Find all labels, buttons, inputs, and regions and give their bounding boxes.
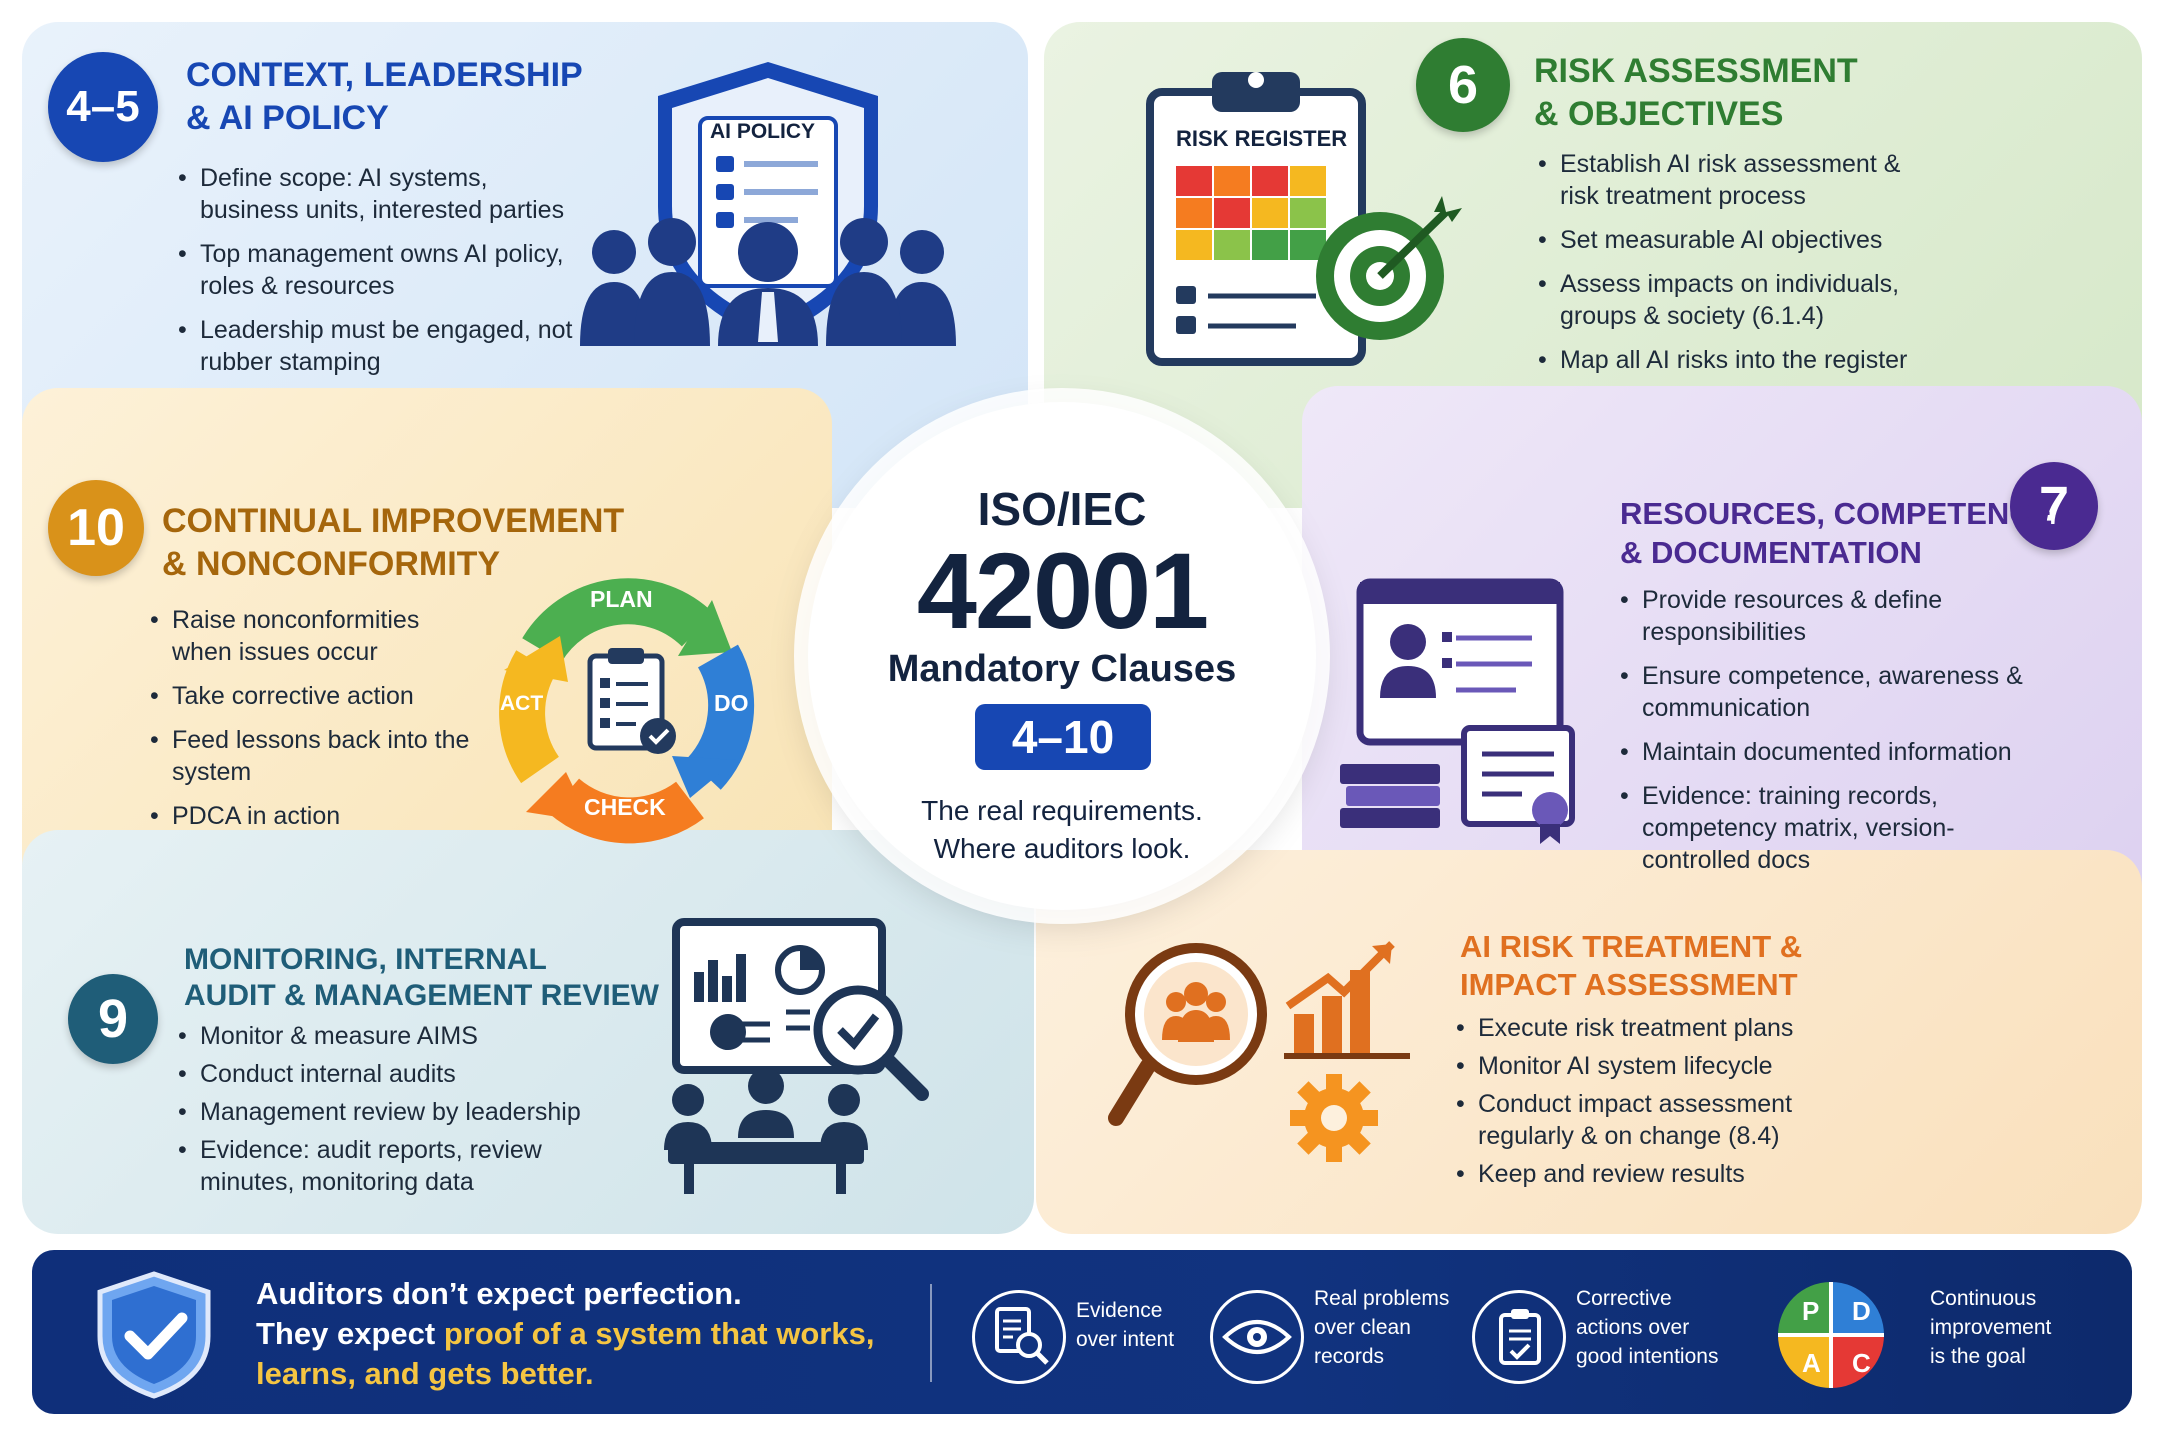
treatment-bullet: • Execute risk treatment plans	[1456, 1012, 1876, 1044]
pdca-check-label: CHECK	[584, 794, 666, 820]
monitoring-bullet: • Monitor & measure AIMS	[178, 1020, 598, 1052]
risk-register-label: RISK REGISTER	[1176, 126, 1348, 151]
resources-badge: 7	[2010, 462, 2098, 550]
risk-register-clipboard-icon	[1146, 62, 1466, 372]
context-bullet: • Define scope: AI systems, business units, interested parties	[178, 162, 578, 226]
footer-message-line3: learns, and gets better.	[256, 1356, 594, 1391]
monitoring-badge: 9	[68, 974, 158, 1064]
resources-bullet: • Provide resources & define responsibilities	[1620, 584, 2030, 648]
footer-item-2-line1: Real problems	[1314, 1287, 1450, 1310]
treatment-title-line2: IMPACT ASSESSMENT	[1460, 967, 1798, 1002]
document-search-icon	[972, 1290, 1066, 1384]
monitoring-bullet: • Conduct internal audits	[178, 1058, 598, 1090]
impact-analysis-icon	[1108, 922, 1410, 1170]
resources-bullet: • Evidence: training records, competency matrix, version-controlled docs	[1620, 780, 2030, 876]
improvement-bullets	[150, 604, 480, 844]
resources-title-line2: & DOCUMENTATION	[1620, 535, 1922, 570]
footer-item-1	[1076, 1296, 1174, 1354]
treatment-bullet: • Monitor AI system lifecycle	[1456, 1050, 1876, 1082]
context-bullet: • Leadership must be engaged, not rubber stamping	[178, 314, 578, 378]
footer-item-4-line2: improvement	[1930, 1316, 2052, 1339]
risk-bullets	[1538, 148, 1938, 388]
footer-item-4-line3: is the goal	[1930, 1345, 2026, 1368]
resources-bullets	[1620, 584, 2030, 888]
resources-bullet: • Ensure competence, awareness & communication	[1620, 660, 2030, 724]
eye-icon	[1210, 1290, 1304, 1384]
footer-message-line2a: They expect	[256, 1316, 444, 1351]
footer-item-4-line1: Continuous	[1930, 1287, 2037, 1310]
context-bullet: • Top management owns AI policy, roles & resources	[178, 238, 578, 302]
improvement-bullet: • PDCA in action	[150, 800, 480, 832]
footer-item-3-line1: Corrective	[1576, 1287, 1672, 1310]
resources-title-line1: RESOURCES, COMPETENCE	[1620, 496, 2053, 531]
monitoring-title	[184, 942, 659, 1014]
ai-policy-shield-icon	[578, 56, 958, 346]
documentation-monitor-icon	[1336, 578, 1586, 838]
footer-item-4	[1930, 1284, 2051, 1371]
clipboard-check-icon	[1472, 1290, 1566, 1384]
risk-bullet: • Map all AI risks into the register	[1538, 344, 1938, 376]
resources-bullet: • Maintain documented information	[1620, 736, 2030, 768]
context-title-line1: CONTEXT, LEADERSHIP	[186, 56, 583, 94]
improvement-bullet: • Raise nonconformities when issues occur	[150, 604, 480, 668]
resources-title	[1620, 494, 2052, 572]
footer-item-2-line2: over clean	[1314, 1316, 1411, 1339]
risk-title	[1534, 50, 1858, 136]
improvement-title-line2: & NONCONFORMITY	[162, 545, 501, 583]
context-title	[186, 54, 583, 140]
risk-title-line2: & OBJECTIVES	[1534, 95, 1784, 133]
improvement-bullet: • Take corrective action	[150, 680, 480, 712]
center-number: 42001	[916, 530, 1208, 651]
improvement-bullet: • Feed lessons back into the system	[150, 724, 480, 788]
footer-banner	[32, 1250, 2132, 1414]
center-circle	[808, 402, 1316, 910]
footer-item-2-line3: records	[1314, 1345, 1385, 1368]
footer-item-2	[1314, 1284, 1449, 1371]
footer-item-1-line1: Evidence	[1076, 1299, 1163, 1322]
pdca-act-label: ACT	[500, 692, 544, 715]
footer-divider	[930, 1284, 932, 1382]
footer-item-3-line3: good intentions	[1576, 1345, 1719, 1368]
pdca-d: D	[1852, 1296, 1871, 1326]
risk-bullet: • Assess impacts on individuals, groups & society (6.1.4)	[1538, 268, 1938, 332]
audit-dashboard-icon	[660, 916, 940, 1198]
center-tagline-1: The real requirements.	[921, 795, 1203, 826]
monitoring-title-line2: AUDIT & MANAGEMENT REVIEW	[184, 979, 659, 1012]
monitoring-title-line1: MONITORING, INTERNAL	[184, 943, 547, 976]
footer-item-3-line2: actions over	[1576, 1316, 1690, 1339]
pdca-a: A	[1802, 1348, 1821, 1378]
treatment-bullet: • Conduct impact assessment regularly & on change (8.4)	[1456, 1088, 1876, 1152]
monitoring-bullets	[178, 1020, 598, 1210]
improvement-title-line1: CONTINUAL IMPROVEMENT	[162, 502, 625, 540]
ai-policy-label: AI POLICY	[710, 120, 816, 143]
center-standard: ISO/IEC	[977, 483, 1147, 535]
footer-item-1-line2: over intent	[1076, 1328, 1175, 1351]
treatment-title	[1460, 928, 1802, 1004]
footer-message-line1: Auditors don’t expect perfection.	[256, 1276, 742, 1311]
context-bullets	[178, 162, 578, 390]
treatment-title-line1: AI RISK TREATMENT &	[1460, 929, 1803, 964]
center-subtitle: Mandatory Clauses	[887, 648, 1237, 690]
risk-bullet: • Set measurable AI objectives	[1538, 224, 1938, 256]
footer-item-3	[1576, 1284, 1718, 1371]
treatment-bullets	[1456, 1012, 1876, 1202]
treatment-bullet: • Keep and review results	[1456, 1158, 1876, 1190]
center-tagline	[808, 792, 1316, 868]
center-tagline-2: Where auditors look.	[933, 833, 1191, 864]
footer-message	[256, 1274, 874, 1394]
pdca-plan-label: PLAN	[590, 586, 653, 612]
pdca-c: C	[1852, 1348, 1871, 1378]
shield-check-icon	[94, 1270, 214, 1400]
risk-title-line1: RISK ASSESSMENT	[1534, 52, 1858, 90]
pdca-do-label: DO	[714, 690, 749, 716]
monitoring-bullet: • Management review by leadership	[178, 1096, 598, 1128]
pdca-p: P	[1802, 1296, 1820, 1326]
center-clauses-pill: 4–10	[975, 704, 1151, 770]
context-badge: 4–5	[48, 52, 158, 162]
footer-message-highlight: proof of a system that works,	[443, 1316, 875, 1351]
improvement-badge: 10	[48, 480, 144, 576]
monitoring-bullet: • Evidence: audit reports, review minutes, monitoring data	[178, 1134, 598, 1198]
risk-badge: 6	[1416, 38, 1510, 132]
risk-bullet: • Establish AI risk assessment & risk treatment process	[1538, 148, 1938, 212]
context-title-line2: & AI POLICY	[186, 99, 389, 137]
